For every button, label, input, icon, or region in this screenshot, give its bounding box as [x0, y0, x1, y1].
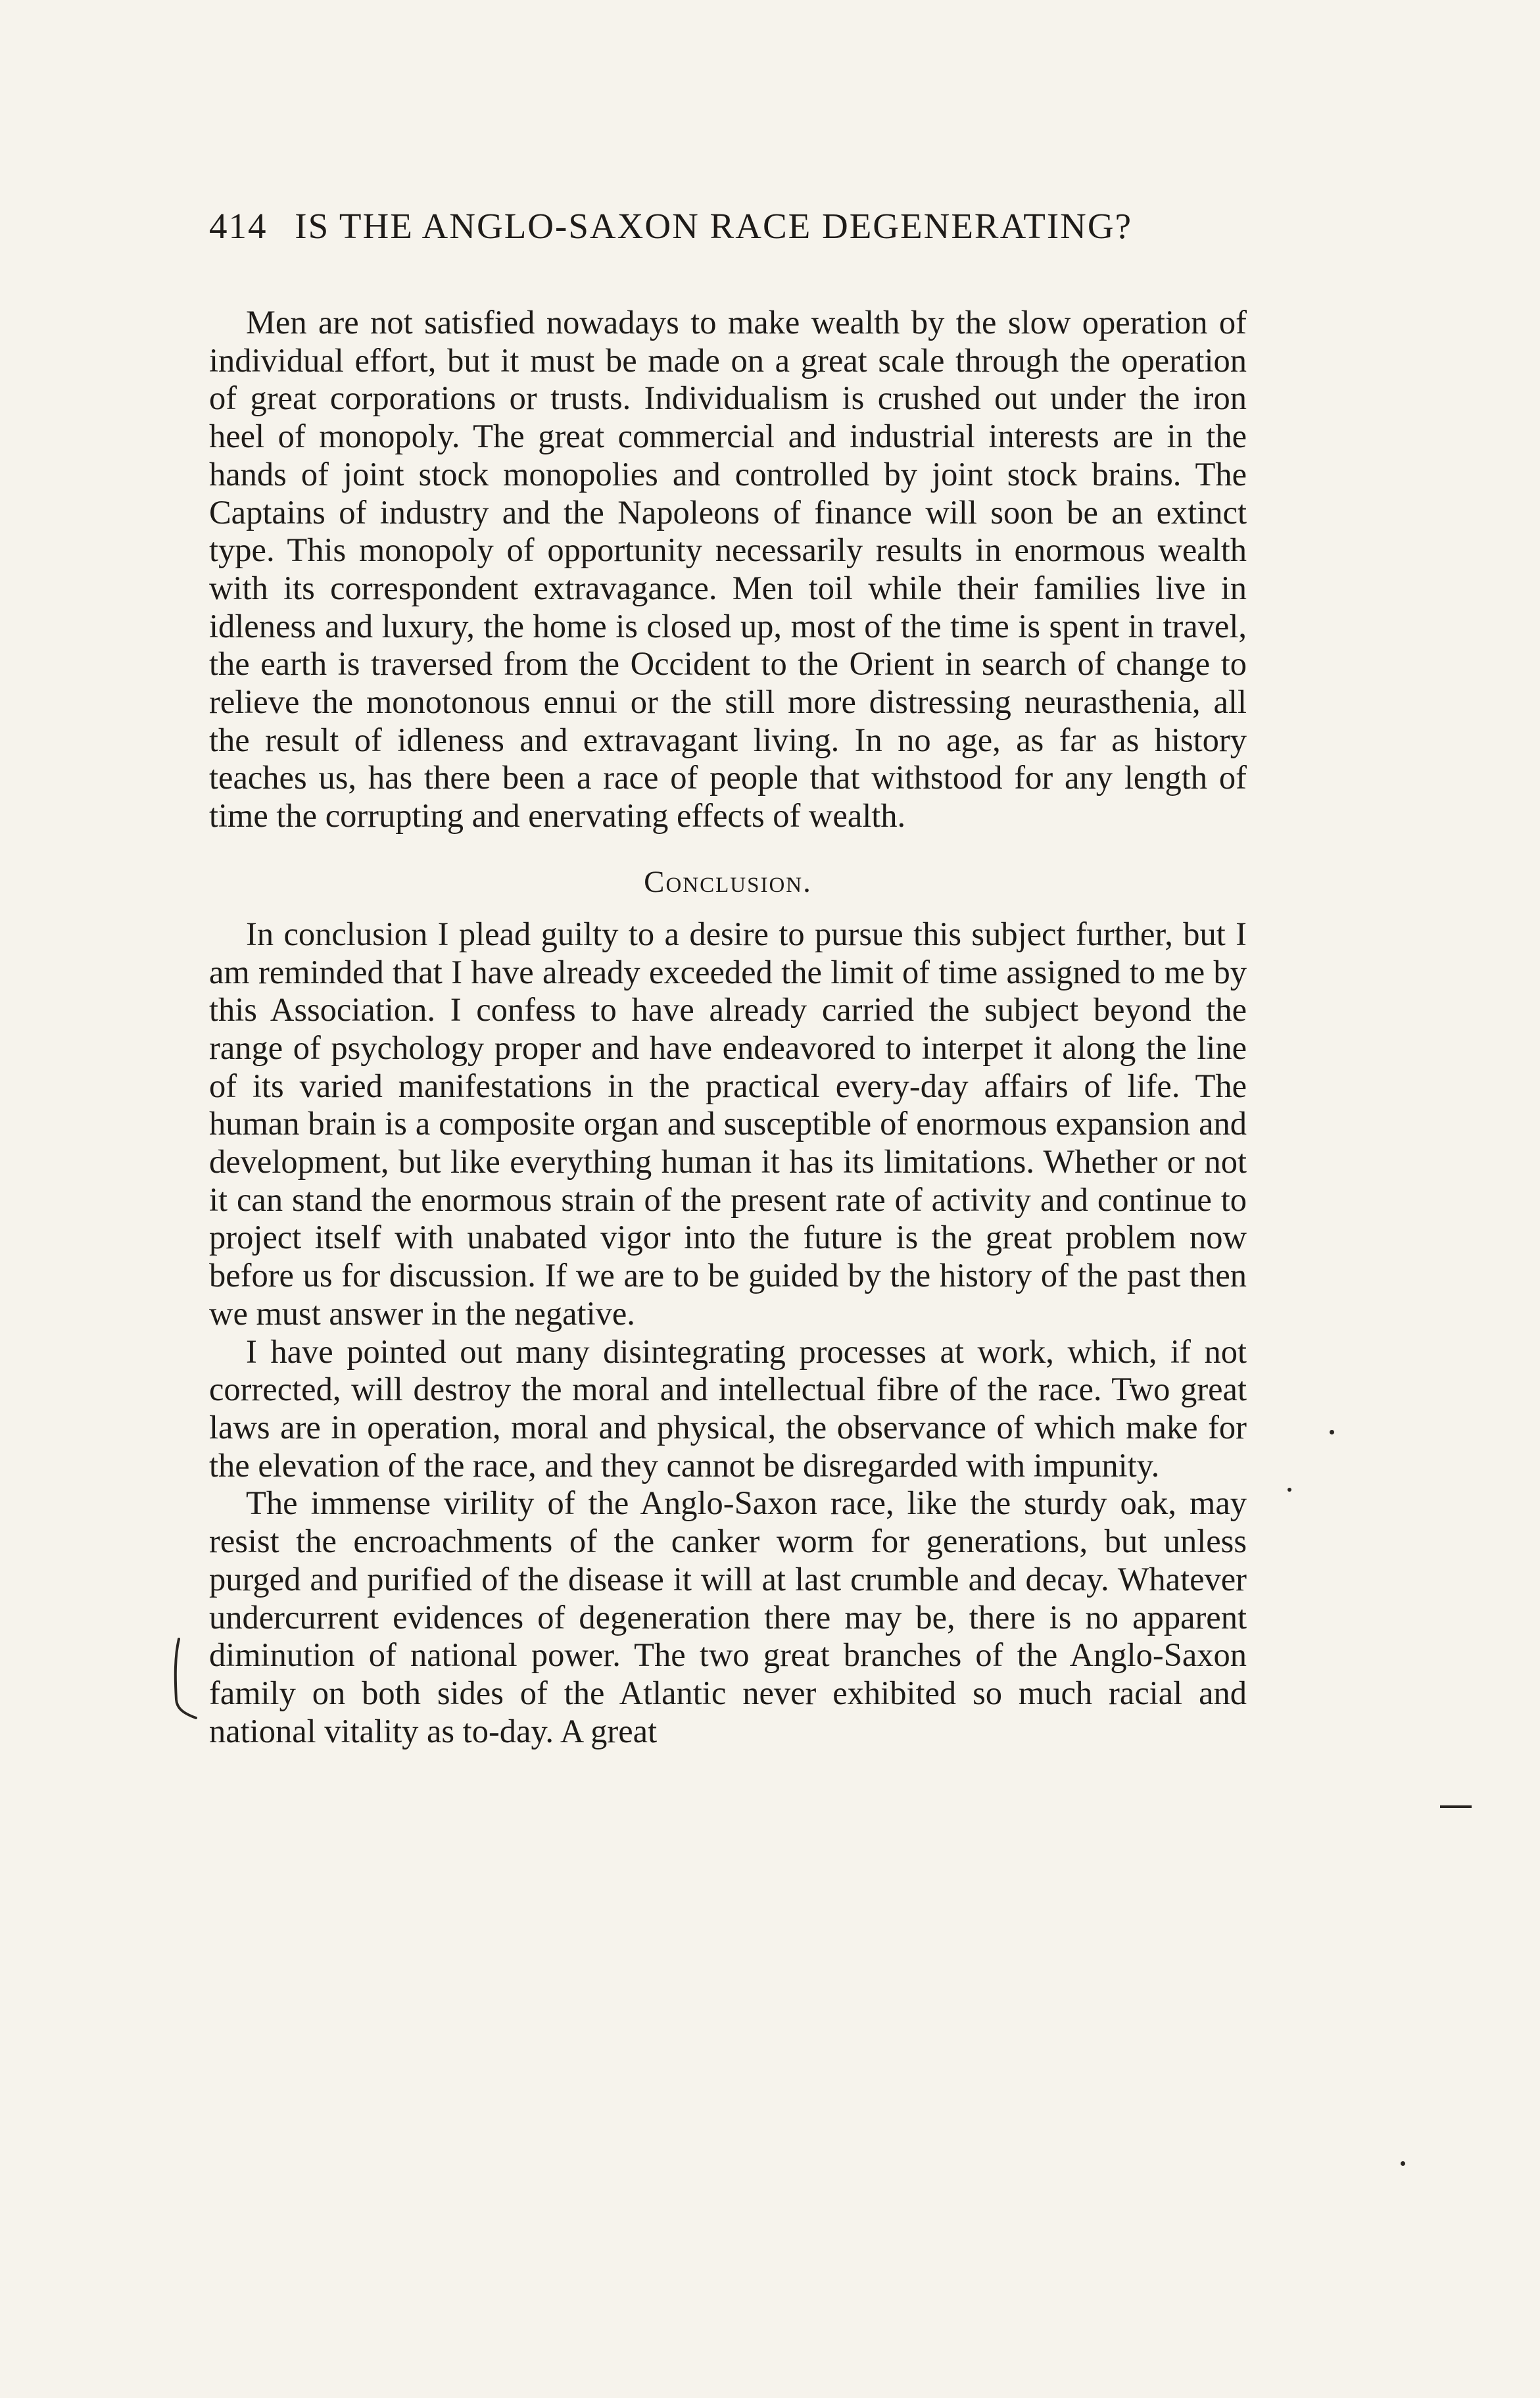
margin-dot-mark: [1401, 2161, 1405, 2166]
margin-dash-mark: [1440, 1805, 1472, 1808]
page-number: 414: [209, 206, 268, 246]
running-head: [209, 205, 1274, 247]
margin-dot-mark: [1330, 1430, 1334, 1434]
paragraph-conclusion-2: I have pointed out many disintegrating processes at work, which, if not corrected, will destroy the moral and intellectual fibre of the race. Two great laws are in operation, moral and physical, the observance of which make for the elevation of the race, and they cannot be disregarded with impunity.: [209, 1333, 1247, 1484]
paragraph-conclusion-1: In conclusion I plead guilty to a desire to pursue this subject further, but I am reminded that I have already exceeded the limit of time assigned to me by this Association. I confess to have already carried the subject beyond the range of psychology proper and have endeavored to interpet it along the line of its varied manifestations in the practical every-day affairs of life. The human brain is a composite organ and susceptible of enormous expansion and development, but like everything human it has its limitations. Whether or not it can stand the enormous strain of the present rate of activity and continue to project itself with unabated vigor into the future is the great problem now before us for discussion. If we are to be guided by the history of the past then we must answer in the negative.: [209, 915, 1247, 1332]
body-text: [209, 304, 1247, 1750]
margin-dot-mark: [1287, 1488, 1291, 1492]
section-heading-conclusion: Conclusion.: [644, 864, 812, 899]
margin-bracket-mark: [153, 1636, 199, 1722]
running-title: IS THE ANGLO-SAXON RACE DEGENERATING?: [295, 206, 1132, 246]
paragraph-wealth: Men are not satisfied nowadays to make wealth by the slow operation of individual effort, but it must be made on a great scale through the operation of great corporations or trusts. Individualism is crushed out under the iron heel of monopoly. The great commercial and industrial interests are in the hands of joint stock monopolies and controlled by joint stock brains. The Captains of industry and the Napoleons of finance will soon be an extinct type. This monopoly of opportunity necessarily results in enormous wealth with its correspondent extravagance. Men toil while their families live in idleness and luxury, the home is closed up, most of the time is spent in travel, the earth is traversed from the Occident to the Orient in search of change to relieve the monotonous ennui or the still more distressing neurasthenia, all the result of idleness and extravagant living. In no age, as far as history teaches us, has there been a race of people that withstood for any length of time the corrupting and enervating effects of wealth.: [209, 304, 1247, 835]
paragraph-conclusion-3: The immense virility of the Anglo-Saxon race, like the sturdy oak, may resist the encroachments of the canker worm for generations, but unless purged and purified of the disease it will at last crumble and decay. Whatever undercurrent evidences of degeneration there may be, there is no apparent diminution of national power. The two great branches of the Anglo-Saxon family on both sides of the Atlantic never exhibited so much racial and national vitality as to-day. A great: [209, 1484, 1247, 1750]
